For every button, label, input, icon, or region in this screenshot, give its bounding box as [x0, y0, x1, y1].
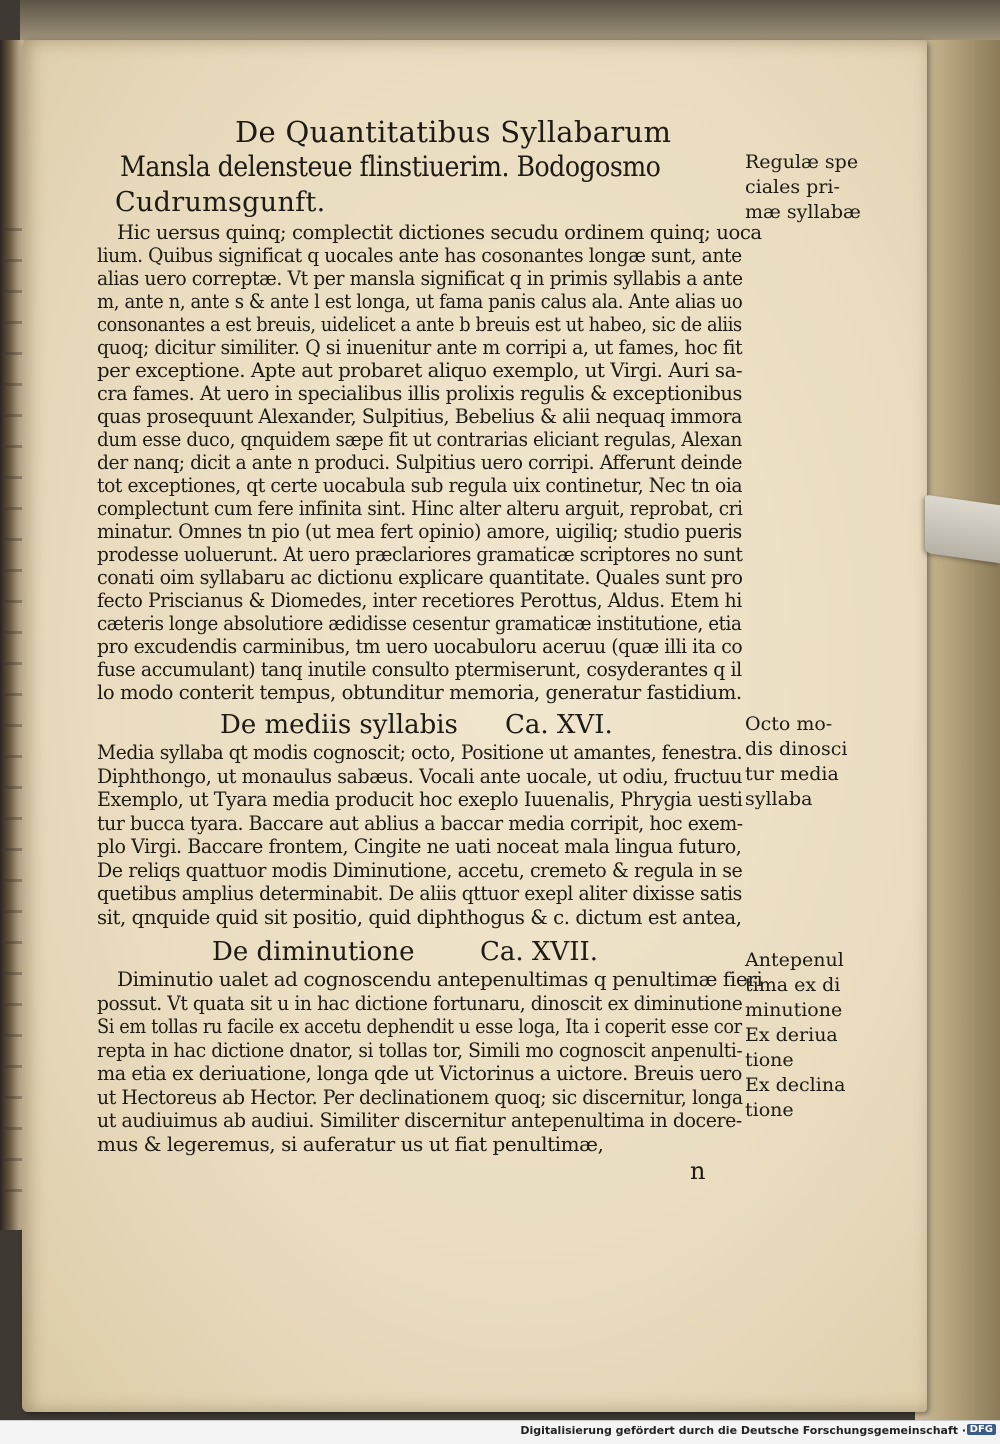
margin-note-line: Antepenul [745, 949, 844, 971]
text-line: prodesse uoluerunt. At uero præclariores gramaticæ scriptores no sunt [97, 542, 743, 566]
text-line: fecto Priscianus & Diomedes, inter recetiores Perottus, Aldus. Etem hi [97, 588, 742, 612]
margin-note-line: syllaba [745, 788, 813, 810]
text-line: lo modo conterit tempus, obtunditur memoria, generatur fastidium. [97, 680, 742, 704]
text-line: pro excudendis carminibus, tm uero uocabuloru aceruu (quæ illi ita co [97, 634, 743, 658]
text-line: ma etia ex deriuatione, longa qde ut Victorinus a uictore. Breuis uero [97, 1061, 742, 1085]
text-line: dum esse duco, qnquidem sæpe fit ut contrarias eliciant regulas, Alexan [97, 427, 742, 451]
chapter-16-number: Ca. XVI. [505, 710, 613, 740]
signature-mark: n [690, 1157, 706, 1185]
page-title-line-3: Cudrumsgunft. [115, 187, 326, 218]
margin-note-line: Octo mo- [745, 713, 833, 735]
margin-note-line: tione [745, 1099, 794, 1121]
margin-note-line: minutione [745, 999, 843, 1021]
footer-credit: Digitalisierung gefördert durch die Deutsche Forschungsgemeinschaft · [520, 1424, 966, 1437]
bookmark-tab [925, 495, 1000, 564]
text-line: tot exceptiones, qt certe uocabula sub regula uix continetur, Nec tn oia [97, 473, 743, 497]
text-line: repta in hac dictione dnator, si tollas tor, Simili mo cognoscit anpenulti- [97, 1037, 743, 1062]
page-stack-right [915, 40, 1000, 1420]
text-line: m, ante n, ante s & ante l est longa, ut fama panis calus ala. Ante alias uo [97, 289, 743, 313]
margin-note-octo-modis [745, 712, 847, 812]
margin-note-line: tima ex di [745, 974, 841, 996]
text-line: sit, qnquide quid sit positio, quid diphthogus & c. dictum est antea, [97, 904, 742, 929]
margin-note-line: tur media [745, 763, 839, 785]
text-line: Diphthongo, ut monaulus sabæus. Vocali ante uocale, ut odiu, fructuu [97, 763, 743, 788]
margin-note-line: Regulæ spe [745, 151, 859, 173]
page-title-line-1: De Quantitatibus Syllabarum [235, 115, 672, 149]
margin-note-regulae [745, 150, 861, 225]
text-line: minatur. Omnes tn pio (ut mea fert opinio) amore, uigiliq; studio pueris [97, 519, 742, 543]
text-line: Hic uersus quinq; complectit dictiones secudu ordinem quinq; uoca [117, 220, 762, 244]
text-line: De reliqs quattuor modis Diminutione, accetu, cremeto & regula in se [97, 857, 743, 882]
margin-note-line: mæ syllabæ [745, 201, 861, 223]
text-line: quas prosequunt Alexander, Sulpitius, Bebelius & alii nequaq immora [97, 404, 743, 428]
margin-note-line: ciales pri- [745, 176, 840, 198]
text-line: conati oim syllabaru ac dictionu explicare quantitate. Quales sunt pro [97, 565, 743, 589]
text-line: complectunt cum fere infinita sint. Hinc alter alteru arguit, reprobat, cri [97, 496, 743, 520]
text-line: cæteris longe absolutiore ædidisse cesentur gramaticæ institutione, etia [97, 611, 742, 635]
margin-note-line: tione [745, 1049, 794, 1071]
text-line: der nanq; dicit a ante n produci. Sulpitius uero corripi. Afferunt deinde [97, 450, 743, 474]
text-line: plo Virgi. Baccare frontem, Cingite ne uati noceat mala lingua futuro, [97, 834, 742, 858]
text-line: Diminutio ualet ad cognoscendu antepenultimas q penultimæ fieri [117, 967, 763, 991]
text-line: Media syllaba qt modis cognoscit; octo, Positione ut amantes, fenestra. [97, 740, 743, 764]
text-line: Exemplo, ut Tyara media producit hoc exeplo Iuuenalis, Phrygia uesti [97, 787, 743, 811]
text-line: cra fames. At uero in specialibus illis prolixis regulis & exceptionibus [97, 381, 742, 405]
text-line: consonantes a est breuis, uidelicet a ante b breuis est ut habeo, sic de aliis [97, 312, 742, 336]
text-line: alias uero correptæ. Vt per mansla significat q in primis syllabis a ante [97, 266, 743, 290]
chapter-17-heading: De diminutione [212, 937, 415, 967]
text-line: Si em tollas ru facile ex accetu dephendit u esse loga, Ita i coperit esse cor [97, 1014, 742, 1038]
text-line: tur bucca tyara. Baccare aut ablius a baccar media corripit, hoc exem- [97, 810, 743, 835]
text-line: possut. Vt quata sit u in hac dictione fortunaru, dinoscit ex diminutione [97, 990, 743, 1015]
text-line: lium. Quibus significat q uocales ante has cosonantes longæ sunt, ante [97, 243, 742, 267]
margin-note-line: Ex declina [745, 1074, 846, 1096]
margin-note-antepenultima [745, 948, 845, 1123]
page-title-line-2: Mansla delensteue flinstiuerim. Bodogosmo [120, 150, 661, 183]
text-line: quoq; dicitur similiter. Q si inuenitur ante m corripi a, ut fames, hoc fit [97, 335, 743, 359]
text-line: fuse accumulant) tanq inutile consulto ptermiserunt, cosyderantes q il [97, 657, 742, 681]
text-line: ut audiuimus ab audiui. Similiter discernitur antepenultima in docere- [97, 1108, 742, 1132]
dfg-logo: DFG [967, 1424, 996, 1435]
margin-note-line: Ex deriua [745, 1024, 838, 1046]
text-line: ut Hectoreus ab Hector. Per declinationem quoq; sic discernitur, longa [97, 1084, 743, 1109]
chapter-16-heading: De mediis syllabis [220, 710, 458, 740]
text-line: mus & legeremus, si auferatur us ut fiat penultimæ, [97, 1131, 604, 1156]
margin-note-line: dis dinosci [745, 738, 848, 760]
text-line: per exceptione. Apte aut probaret aliquo exemplo, ut Virgi. Auri sa- [97, 358, 743, 382]
text-line: quetibus amplius determinabit. De aliis qttuor exepl aliter dixisse satis [97, 881, 742, 905]
chapter-17-number: Ca. XVII. [480, 937, 599, 967]
